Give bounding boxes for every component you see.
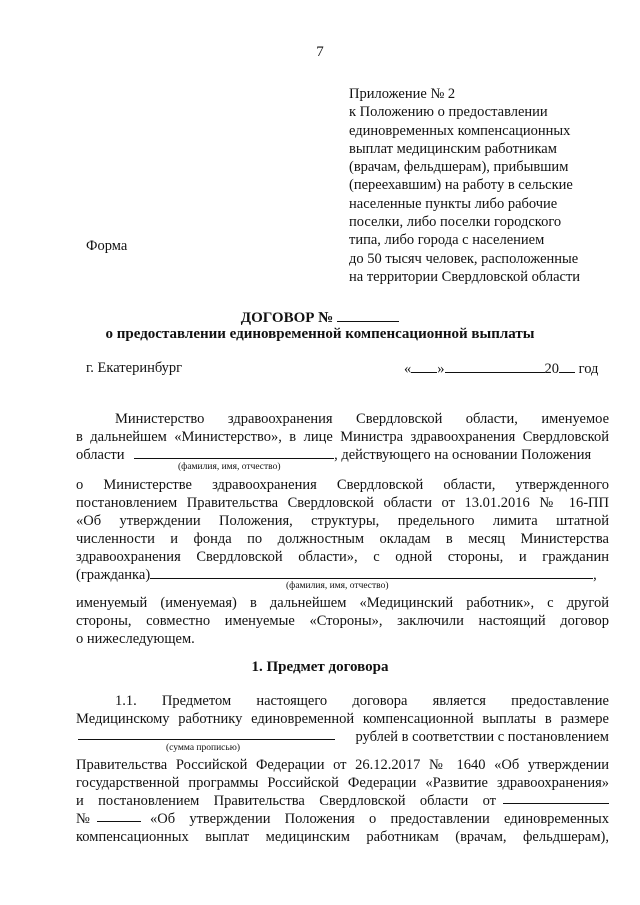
preamble-line: о Министерстве здравоохранения Свердловской области, утвержденного: [76, 477, 609, 493]
appendix-line: до 50 тысяч человек, расположенные: [349, 250, 579, 267]
appendix-line: типа, либо города с населением: [349, 232, 545, 249]
year-blank: [559, 360, 575, 373]
contract-title-text: ДОГОВОР №: [240, 310, 334, 326]
amount-caption: (сумма прописью): [166, 743, 240, 753]
appendix-line: (переехавшим) на работу в сельские: [349, 177, 573, 194]
section-line: Правительства Российской Федерации от 26.12.2017 № 1640 «Об утверждении: [76, 757, 609, 773]
date-open-quote: «: [404, 361, 412, 377]
preamble-line: постановлением Правительства Свердловской области от 13.01.2016 № 16-ПП: [76, 495, 609, 511]
section-line: Медицинскому работнику единовременной компенсационной выплаты в размере: [76, 711, 609, 727]
section-line-number: №: [76, 811, 90, 827]
appendix-line: населенные пункты либо рабочие: [349, 195, 558, 212]
contract-number-blank: [337, 308, 399, 322]
preamble-line-official: [76, 446, 609, 464]
preamble-line: Министерство здравоохранения Свердловской области, именуемое: [115, 411, 609, 427]
page-number: 7: [316, 44, 324, 60]
name-caption: (фамилия, имя, отчество): [286, 581, 389, 591]
preamble-line: здравоохранения Свердловской области», с одной стороны, и гражданин: [76, 549, 609, 565]
section-line: государственной программы Российской Федерации «Развитие здравоохранения»: [76, 775, 609, 791]
preamble-line: стороны, совместно именуемые «Стороны», заключили настоящий договор: [76, 613, 609, 629]
month-blank: [445, 360, 545, 373]
appendix-line: поселки, либо поселки городского: [349, 214, 562, 231]
appendix-line: единовременных компенсационных: [349, 122, 571, 139]
section-heading: 1. Предмет договора: [251, 659, 389, 675]
date-close-quote: »: [437, 361, 445, 377]
appendix-block: [349, 85, 611, 286]
contract-subtitle: о предоставлении единовременной компенсационной выплаты: [105, 326, 535, 342]
appendix-line: Приложение № 2: [349, 86, 456, 102]
appendix-line: на территории Свердловской области: [349, 268, 581, 285]
appendix-line: (врачам, фельдшерам), прибывшим: [349, 159, 569, 176]
citizen-name-blank: [150, 566, 593, 579]
form-label: Форма: [86, 238, 128, 254]
preamble-text: области: [76, 447, 125, 463]
section-line: «Об утверждении Положения о предоставлении единовременных: [150, 811, 609, 827]
section-line: и постановлением Правительства Свердловской области от: [76, 793, 496, 809]
section-line: 1.1. Предметом настоящего договора является предоставление: [115, 693, 609, 709]
contract-date: [404, 360, 598, 378]
contract-place: г. Екатеринбург: [86, 360, 183, 376]
resolution-date-blank: [503, 803, 609, 804]
appendix-line: выплат медицинским работникам: [349, 140, 557, 157]
preamble-text: ,: [593, 567, 597, 583]
section-line: рублей в соответствии с постановлением: [355, 729, 609, 745]
section-line: компенсационных выплат медицинским работникам (врачам, фельдшерам),: [76, 829, 609, 845]
appendix-line: к Положению о предоставлении: [349, 104, 548, 121]
preamble-line: «Об утверждении Положения, структуры, предельного лимита штатной: [76, 513, 609, 529]
date-century: 20: [544, 361, 559, 377]
preamble-text: , действующего на основании Положения: [334, 447, 592, 463]
preamble-line: о нижеследующем.: [76, 631, 195, 647]
preamble-line: численности и фонда по должностным окладам в месяц Министерства: [76, 531, 609, 547]
name-caption: (фамилия, имя, отчество): [178, 462, 281, 472]
minister-name-blank: [134, 446, 334, 459]
preamble-text: (гражданка): [76, 567, 151, 583]
amount-blank: [78, 739, 335, 740]
contract-title: [0, 308, 640, 327]
day-blank: [411, 360, 437, 373]
resolution-number-blank: [97, 821, 141, 822]
preamble-line: именуемый (именуемая) в дальнейшем «Медицинский работник», с другой: [76, 595, 609, 611]
preamble-line: в дальнейшем «Министерство», в лице Министра здравоохранения Свердловской: [76, 429, 609, 445]
date-year-word: год: [578, 361, 599, 377]
